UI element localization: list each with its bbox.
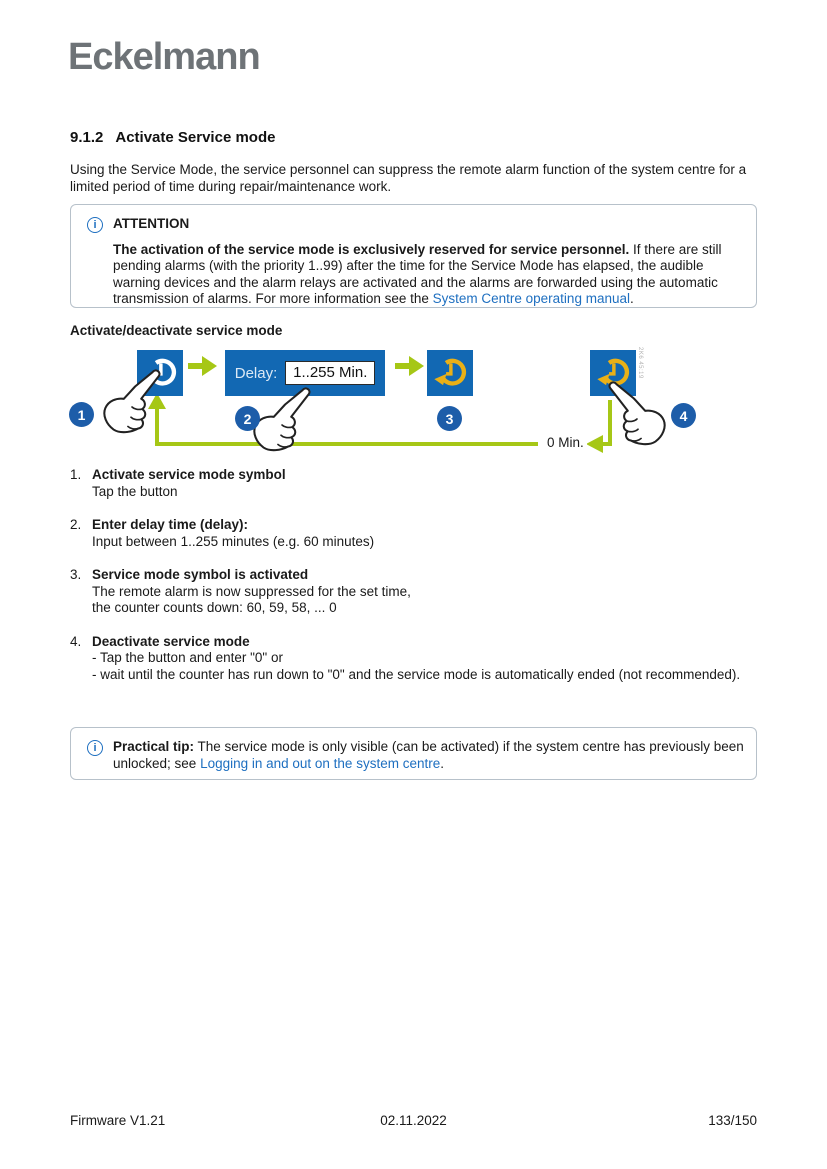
footer-page-number: 133/150 <box>708 1113 757 1128</box>
attention-body-text: If there are still pending alarms (with the priority 1..99) after the time for the Service Mode has elapsed, the audible warning devices and the alarm relays are activated and the alarms are forwarded using the automatic transmission of alarms. For more information see the <box>113 241 722 306</box>
tip-end: . <box>440 755 444 771</box>
list-item-title: Enter delay time (delay): <box>92 517 249 532</box>
section-title: Activate Service mode <box>115 129 276 146</box>
info-icon: i <box>87 740 103 756</box>
list-item-title: Service mode symbol is activated <box>92 567 309 582</box>
list-item <box>70 517 742 550</box>
system-centre-manual-link[interactable]: System Centre operating manual <box>432 291 630 306</box>
attention-body <box>113 242 744 308</box>
figure-side-note: 2K6 45:19 <box>637 347 643 379</box>
practical-tip-box <box>70 727 757 780</box>
list-item <box>70 467 742 500</box>
list-item-title: Activate service mode symbol <box>92 467 286 482</box>
list-item-line: - Tap the button and enter "0" or <box>92 650 283 665</box>
delay-label: Delay: <box>234 364 278 382</box>
tip-text: The service mode is only visible (can be activated) if the system centre has previously been unlocked; see <box>113 739 744 771</box>
intro-paragraph: Using the Service Mode, the service personnel can suppress the remote alarm function of the system centre for a limited period of time during repair/maintenance work. <box>70 162 747 194</box>
tip-content <box>113 739 744 772</box>
flow-arrow-right-icon <box>395 355 425 377</box>
attention-body-end: . <box>629 291 634 306</box>
list-item-title: Deactivate service mode <box>92 633 250 649</box>
list-item-line: Input between 1..255 minutes (e.g. 60 minutes) <box>92 533 375 549</box>
footer-firmware-version: Firmware V1.21 <box>70 1113 166 1128</box>
tap-hand-icon <box>597 378 679 460</box>
list-item-number: 1. <box>70 467 82 482</box>
tap-hand-icon <box>90 366 172 448</box>
delay-value-field[interactable]: 1..255 Min. <box>285 361 375 385</box>
list-item-line: - wait until the counter has run down to "0" and the service mode is automatically ended (not recommended). <box>92 666 741 682</box>
logging-in-out-link[interactable]: Logging in and out on the system centre <box>200 755 441 771</box>
list-item-number: 3. <box>70 567 82 582</box>
attention-body-bold: The activation of the service mode is exclusively reserved for service personnel. <box>113 241 630 257</box>
tip-bold: Practical tip: <box>113 739 195 754</box>
flow-arrow-right-icon <box>188 355 218 377</box>
step-badge-2: 2 <box>235 406 260 431</box>
list-item-line: the counter counts down: 60, 59, 58, ... 0 <box>92 600 337 615</box>
list-item-line: Tap the button <box>92 483 178 499</box>
list-item-body <box>92 567 411 617</box>
service-mode-flow-diagram <box>60 340 767 470</box>
list-item-body <box>92 634 740 684</box>
info-icon: i <box>87 217 103 233</box>
attention-title: ATTENTION <box>113 216 190 231</box>
list-item-number: 4. <box>70 633 82 649</box>
list-item-body <box>92 467 286 500</box>
eckelmann-logo: Eckelmann <box>68 36 260 78</box>
step-badge-1: 1 <box>69 402 94 427</box>
section-heading <box>70 129 275 146</box>
attention-content <box>113 216 744 308</box>
attention-box <box>70 204 757 308</box>
footer-date: 02.11.2022 <box>380 1113 447 1128</box>
clock-arrow-icon-yellow <box>430 353 470 393</box>
list-item-body <box>92 517 374 550</box>
section-number: 9.1.2 <box>70 129 104 146</box>
list-item <box>70 567 742 617</box>
zero-min-label: 0 Min. <box>544 435 587 450</box>
list-item-line: The remote alarm is now suppressed for the set time, <box>92 583 411 599</box>
service-mode-button-active <box>427 350 473 396</box>
step-badge-4: 4 <box>671 403 696 428</box>
list-item-number: 2. <box>70 517 82 532</box>
instruction-list <box>70 467 742 700</box>
figure-caption: Activate/deactivate service mode <box>70 323 283 338</box>
list-item <box>70 634 742 684</box>
step-badge-3: 3 <box>437 406 462 431</box>
